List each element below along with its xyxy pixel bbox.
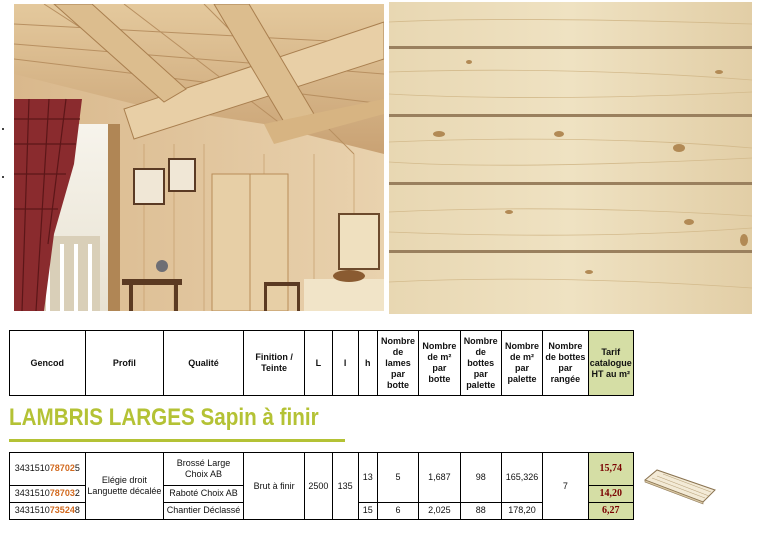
catalog-header-table (9, 330, 634, 396)
gencod-cell: 3431510735248 (10, 502, 86, 519)
width-cell: 135 (332, 453, 358, 520)
margin-dot (2, 128, 4, 130)
header-lames-par-botte: Nombre de lames par botte (377, 331, 418, 396)
gencod-cell: 3431510787032 (10, 485, 86, 502)
header-m2-par-palette: Nombre de m² par palette (501, 331, 542, 396)
margin-dot (2, 176, 4, 178)
qualite-cell: Chantier Déclassé (164, 502, 244, 519)
catalog-rows-table (9, 452, 634, 520)
bottes-palette-cell: 88 (460, 502, 501, 519)
height-cell: 15 (358, 502, 377, 519)
header-tarif: Tarif catalogue HT au m² (588, 331, 633, 396)
pine-plank-texture-photo (389, 2, 752, 314)
lames-cell: 5 (377, 453, 418, 503)
m2-botte-cell: 1,687 (419, 453, 460, 503)
m2-palette-cell: 165,326 (501, 453, 542, 503)
gencod-cell: 3431510787025 (10, 453, 86, 486)
section-title: LAMBRIS LARGES Sapin à finir (9, 404, 319, 431)
header-bottes-par-palette: Nombre de bottes par palette (460, 331, 501, 396)
header-bottes-par-rangee: Nombre de bottes par rangée (543, 331, 588, 396)
header-gencod: Gencod (10, 331, 86, 396)
header-height: h (358, 331, 377, 396)
tarif-cell: 15,74 (588, 453, 633, 486)
height-cell: 13 (358, 453, 377, 503)
tarif-cell: 6,27 (588, 502, 633, 519)
qualite-cell: Brossé Large Choix AB (164, 453, 244, 486)
section-title-underline (9, 439, 345, 442)
tongue-groove-plank-profile-icon (643, 468, 717, 511)
header-profil: Profil (85, 331, 164, 396)
tarif-cell: 14,20 (588, 485, 633, 502)
length-cell: 2500 (305, 453, 332, 520)
lames-cell: 6 (377, 502, 418, 519)
header-qualite: Qualité (164, 331, 244, 396)
bottes-palette-cell: 98 (460, 453, 501, 503)
profil-cell: Elégie droit Languette décalée (85, 453, 164, 520)
header-width: l (332, 331, 358, 396)
header-m2-par-botte: Nombre de m² par botte (419, 331, 460, 396)
m2-palette-cell: 178,20 (501, 502, 542, 519)
qualite-cell: Raboté Choix AB (164, 485, 244, 502)
header-finition: Finition / Teinte (243, 331, 304, 396)
table-row (10, 453, 634, 486)
wood-paneled-room-photo (14, 4, 384, 311)
m2-botte-cell: 2,025 (419, 502, 460, 519)
bottes-rangee-cell: 7 (543, 453, 588, 520)
header-length: L (305, 331, 332, 396)
finition-cell: Brut à finir (243, 453, 304, 520)
